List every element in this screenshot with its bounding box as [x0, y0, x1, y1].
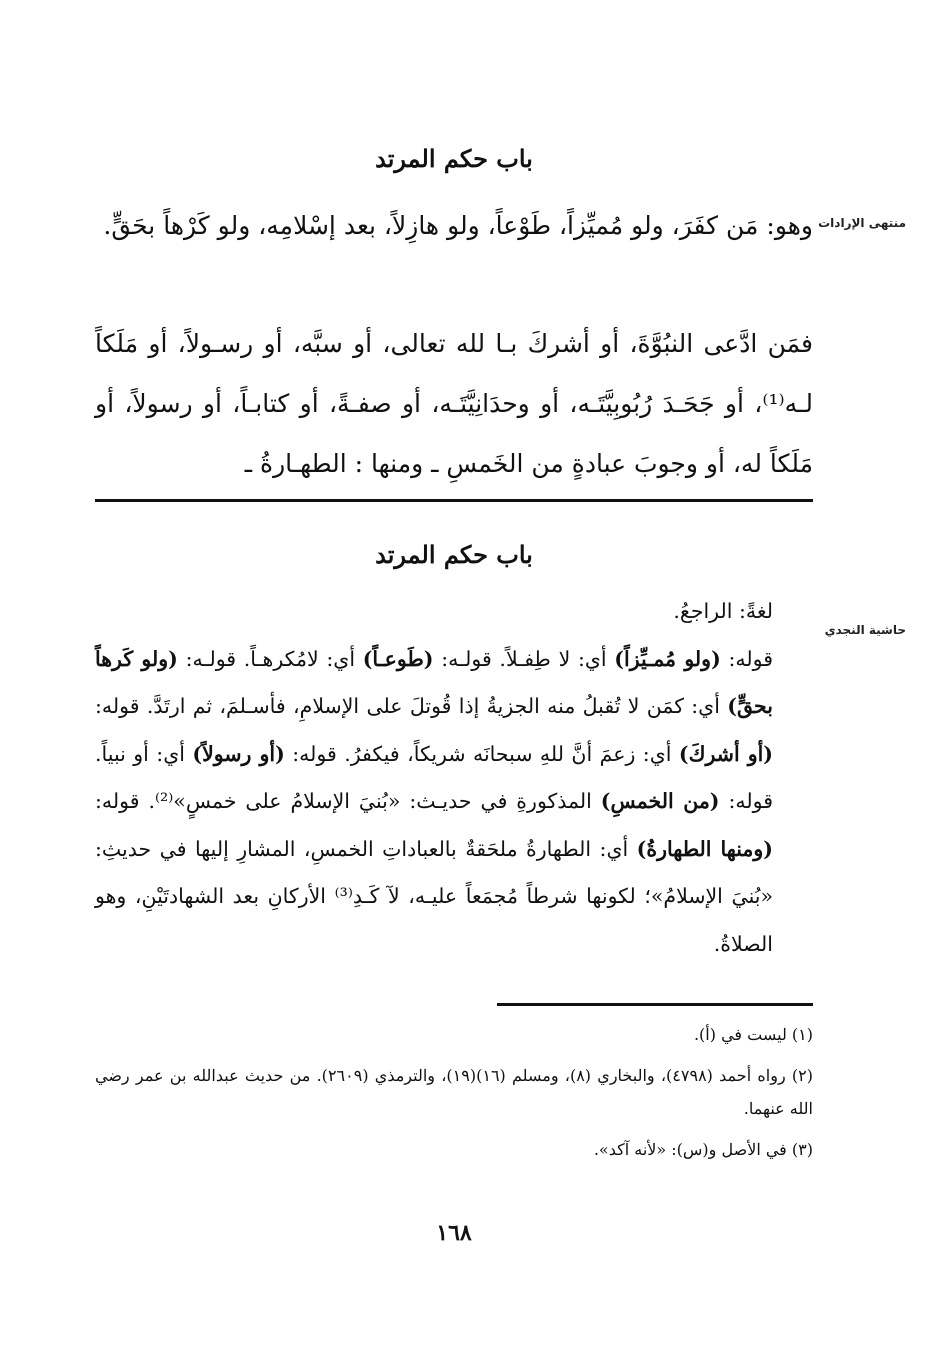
hashiya-paragraph-1: لغةً: الراجعُ. [673, 599, 773, 623]
commentary-text: المذكورةِ في حديـث: «بُنيَ الإسلامُ على خمسٍ»⁽²⁾. قوله: [95, 789, 601, 813]
hashiya-commentary [95, 588, 813, 968]
commentary-text: أي: لامُكرهـاً. قولـه: [177, 646, 363, 671]
commentary-text: أي: لا طِفـلاً. قولـه: [433, 646, 615, 671]
footnotes [95, 1018, 813, 1174]
section-divider [95, 499, 813, 502]
footnote-1: (١) ليست في (أ). [693, 1025, 813, 1044]
commentary-text: أي: زعمَ أنَّ للهِ سبحانَه شريكاً، فيكفرُ. قوله: [284, 741, 679, 766]
matn-paragraph-1: وهو: مَن كفَرَ، ولو مُميِّزاً، طَوْعاً، ولو هازِلاً، بعد إسْلامِه، ولو كَرْهاً بحَقٍّ. [103, 211, 813, 240]
footnote-3: (٣) في الأصل و(س): «لأنه آكد». [593, 1140, 813, 1159]
margin-label-muntaha: منتهى الإرادات [818, 216, 906, 230]
footnote-2: (٢) رواه أحمد (٤٧٩٨)، والبخاري (٨)، ومسلم (١٦)(١٩)، والترمذي (٢٦٠٩). من حديث عبدالله بن عمر رضي الله عنهما. [95, 1066, 814, 1118]
page-number: ١٦٨ [436, 1220, 472, 1246]
quoted-phrase: (ومنها الطهارةُ) [636, 836, 773, 861]
margin-label-hashiya: حاشية النجدي [824, 623, 906, 637]
commentary-text: أي: أو نبياً. قوله: [95, 741, 773, 813]
commentary-text: أي: كمَن لا تُقبلُ منه الجزيةُ إذا قُوتلَ على الإسلامِ، فأسـلمَ، ثم ارتَدَّ. قوله: [95, 694, 728, 718]
matn-chapter-title: باب حكم المرتد [375, 144, 533, 173]
quoted-phrase: (ولو كَرهاً بحقٍّ) [95, 646, 773, 718]
quoted-phrase: (ولو مُمـيِّزاً) [614, 646, 721, 671]
footnote-divider [497, 1003, 813, 1006]
quoted-phrase: (طَوعـاً) [362, 646, 434, 671]
quoted-phrase: (أو أشركَ) [678, 741, 774, 766]
commentary-text: قوله: [720, 646, 774, 671]
hashiya-chapter-title: باب حكم المرتد [375, 540, 533, 569]
hashiya-paragraph-2 [95, 636, 813, 969]
matn-paragraph-2: فمَن ادَّعى النبُوَّةَ، أو أشركَ بـا لله تعالى، أو سبَّه، أو رسـولاً، أو مَلَكاً لـه⁽¹⁾، أو جَحَـدَ رُبُوبِيَّتَـه، أو وحدَانِيَّتَـه، أو صفـةً، أو كتابـاً، أو رسولاً، أو مَلَكاً له، أو وجوبَ عبادةٍ من الخَمسِ ـ ومنها : الطهـارةُ ـ [95, 329, 813, 478]
commentary-text: أي: الطهارةُ ملحَقةٌ بالعباداتِ الخمسِ، المشارِ إليها في حديثِ: «بُنيَ الإسلامُ»؛ لكونها شرطاً مُجمَعاً عليـه، لآ كَـدِ⁽³⁾ الأركانِ بعد الشهادتَيْنِ، وهو الصلاةُ. [95, 836, 774, 956]
quoted-phrase: (أو رسولاً) [192, 741, 285, 766]
quoted-phrase: (من الخمسِ) [600, 789, 720, 813]
